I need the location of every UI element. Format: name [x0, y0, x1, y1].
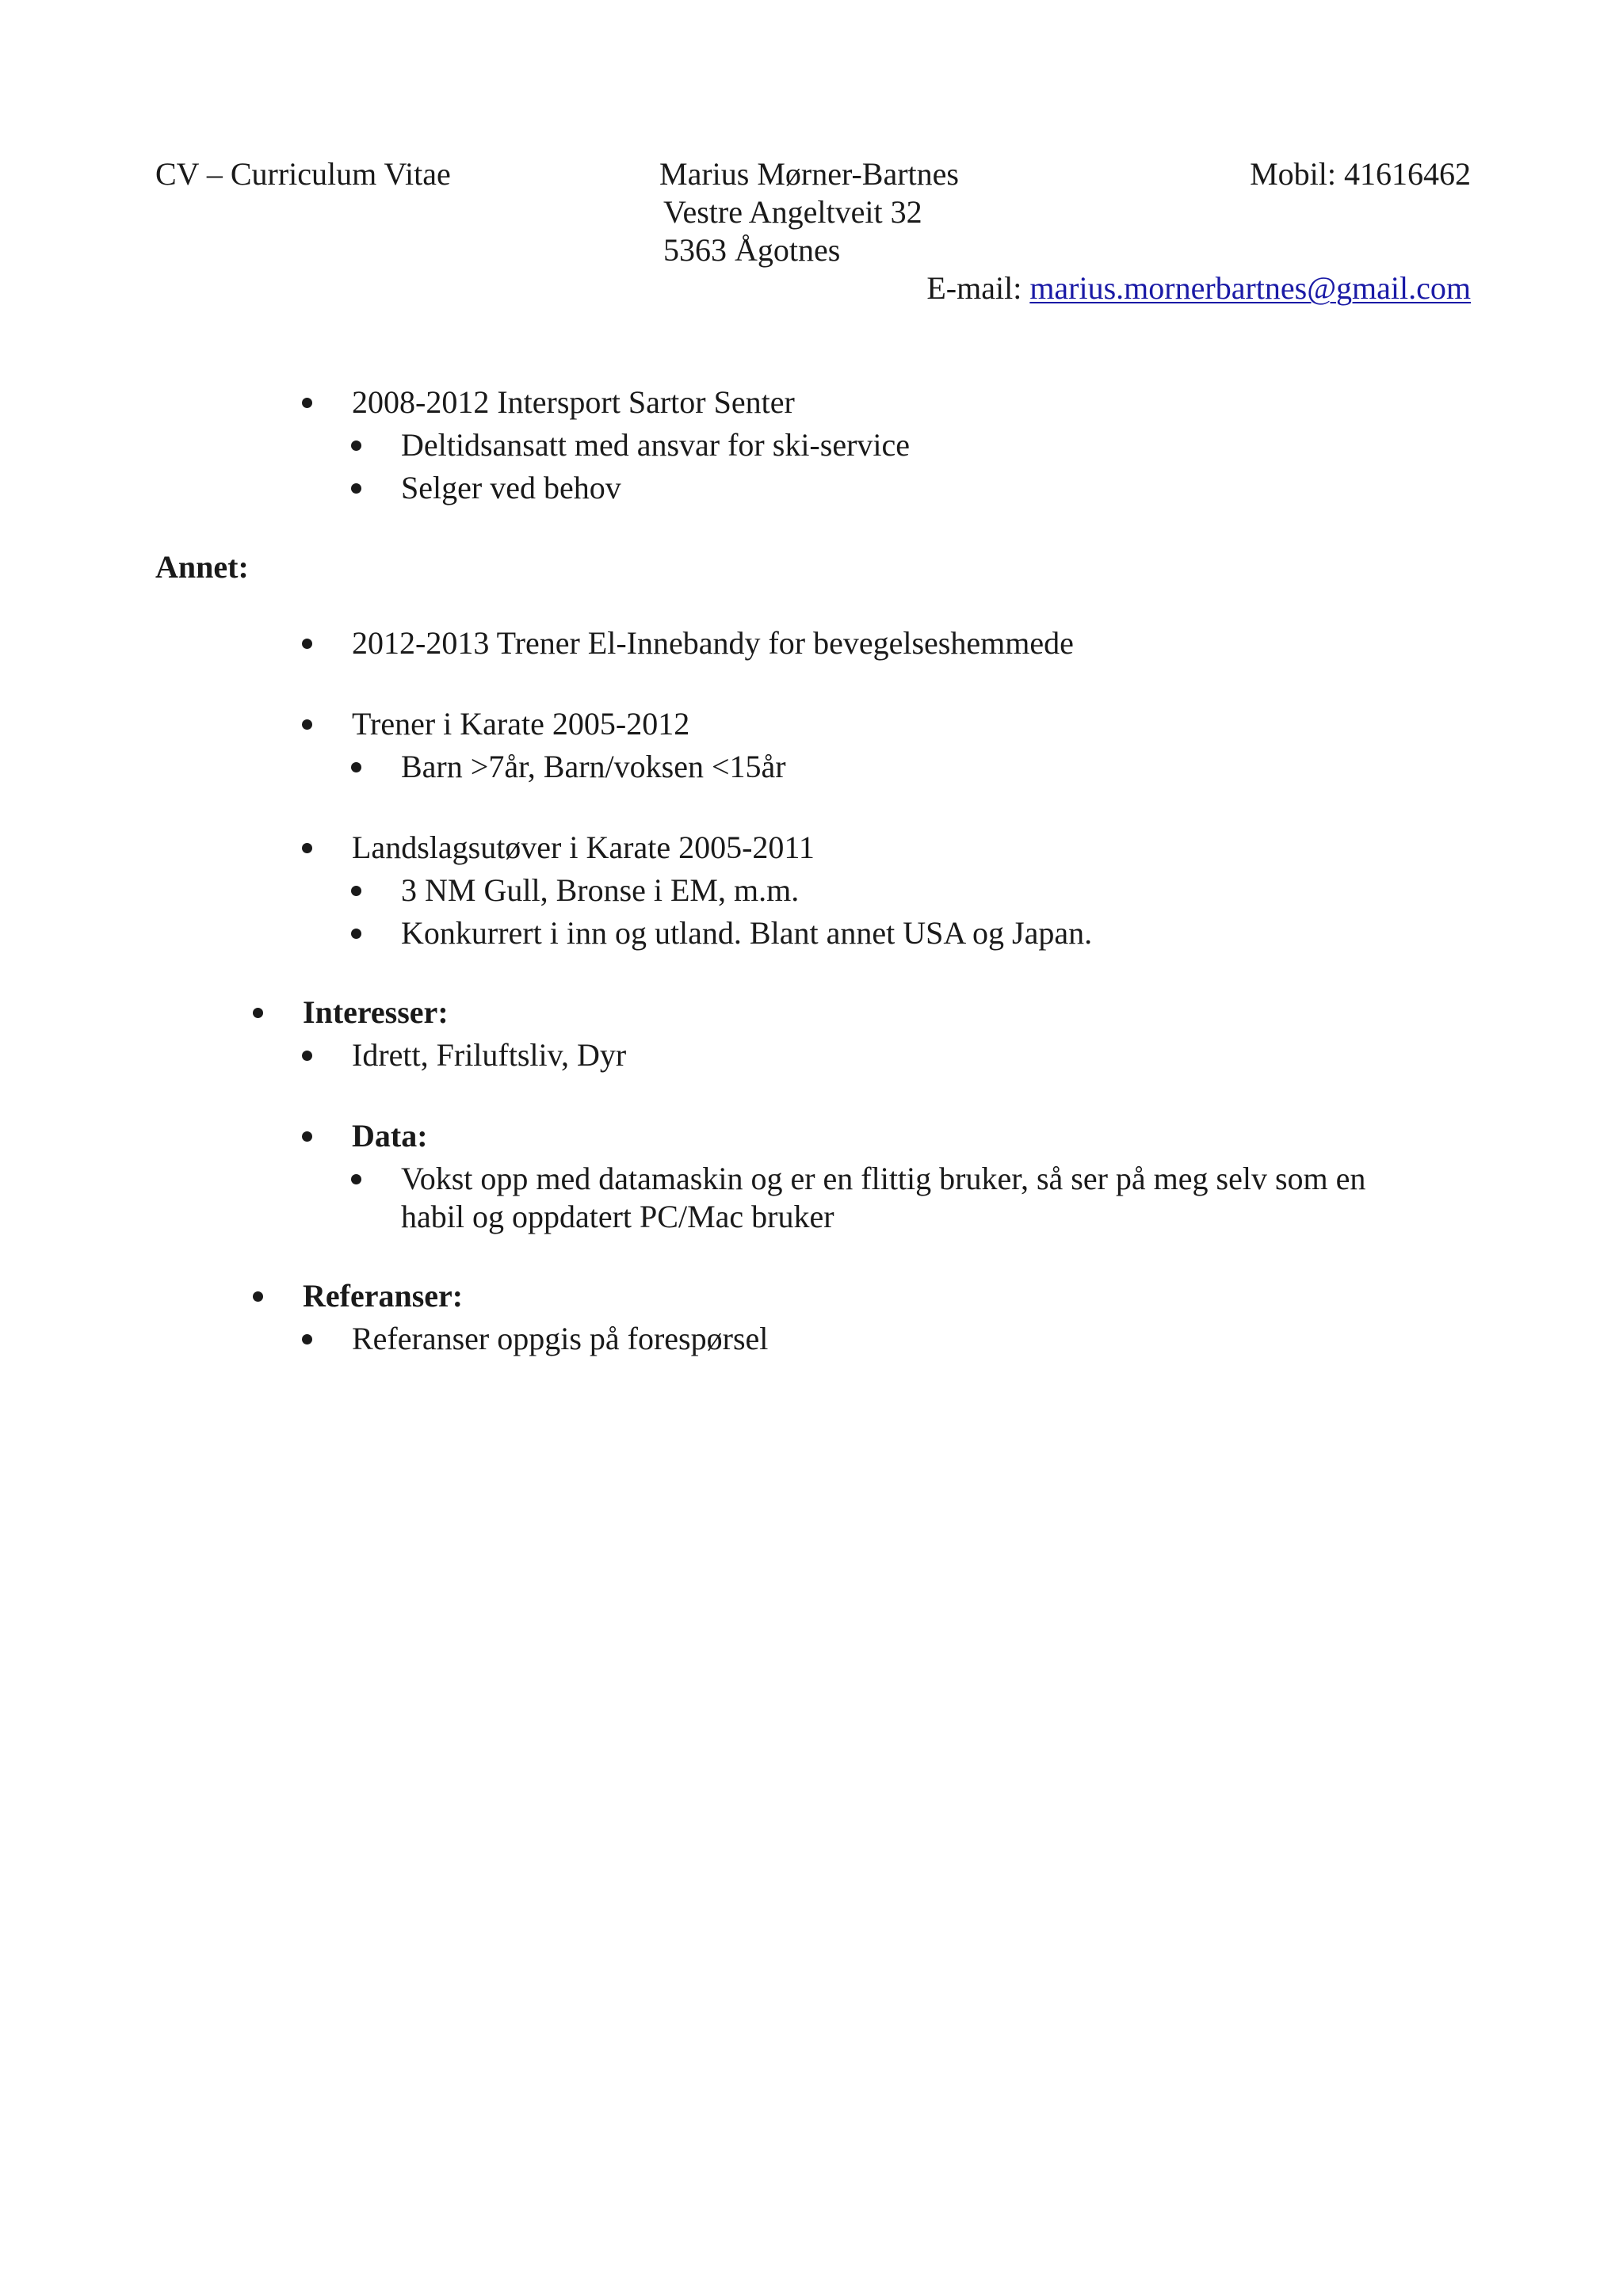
bullet-icon: [351, 441, 361, 451]
annet-detail: Barn >7år, Barn/voksen <15år: [401, 749, 786, 784]
bullet-icon: [302, 843, 312, 853]
work-detail: Selger ved behov: [401, 470, 621, 505]
bullet-icon: [302, 639, 312, 649]
postal-address: 5363 Ågotnes: [663, 232, 841, 268]
annet-item: Trener i Karate 2005-2012: [352, 706, 690, 742]
bullet-icon: [302, 1051, 312, 1061]
annet-item: 2012-2013 Trener El-Innebandy for bevegelseshemmede: [352, 625, 1074, 661]
data-heading: Data:: [352, 1118, 428, 1154]
email-line: [926, 269, 1471, 307]
bullet-icon: [302, 1334, 312, 1344]
phone-number: Mobil: 41616462: [1250, 156, 1471, 192]
bullet-icon: [351, 886, 361, 896]
data-item-line-1: Vokst opp med datamaskin og er en flittig bruker, så ser på meg selv som en: [401, 1161, 1366, 1196]
data-item-line-2: habil og oppdatert PC/Mac bruker: [401, 1199, 834, 1234]
work-entry: 2008-2012 Intersport Sartor Senter: [352, 384, 795, 420]
bullet-icon: [302, 1131, 312, 1142]
bullet-icon: [351, 762, 361, 772]
email-link[interactable]: marius.mornerbartnes@gmail.com: [1029, 270, 1471, 306]
bullet-icon: [253, 1291, 263, 1302]
bullet-icon: [253, 1008, 263, 1018]
work-detail: Deltidsansatt med ansvar for ski-service: [401, 427, 911, 463]
bullet-icon: [302, 719, 312, 730]
bullet-icon: [351, 1174, 361, 1184]
street-address: Vestre Angeltveit 32: [663, 194, 922, 230]
referanser-heading: Referanser:: [303, 1278, 464, 1314]
annet-detail: Konkurrert i inn og utland. Blant annet USA og Japan.: [401, 915, 1093, 951]
interesser-item: Idrett, Friluftsliv, Dyr: [352, 1037, 627, 1073]
applicant-name: Marius Mørner-Bartnes: [659, 156, 959, 192]
bullet-icon: [351, 929, 361, 939]
referanser-item: Referanser oppgis på forespørsel: [352, 1321, 769, 1356]
annet-detail: 3 NM Gull, Bronse i EM, m.m.: [401, 872, 800, 908]
annet-heading: Annet:: [155, 549, 249, 585]
bullet-icon: [351, 483, 361, 494]
bullet-icon: [302, 398, 312, 408]
doc-title: CV – Curriculum Vitae: [155, 156, 451, 192]
annet-item: Landslagsutøver i Karate 2005-2011: [352, 830, 815, 865]
interesser-heading: Interesser:: [303, 994, 449, 1030]
email-label: E-mail:: [926, 270, 1030, 306]
